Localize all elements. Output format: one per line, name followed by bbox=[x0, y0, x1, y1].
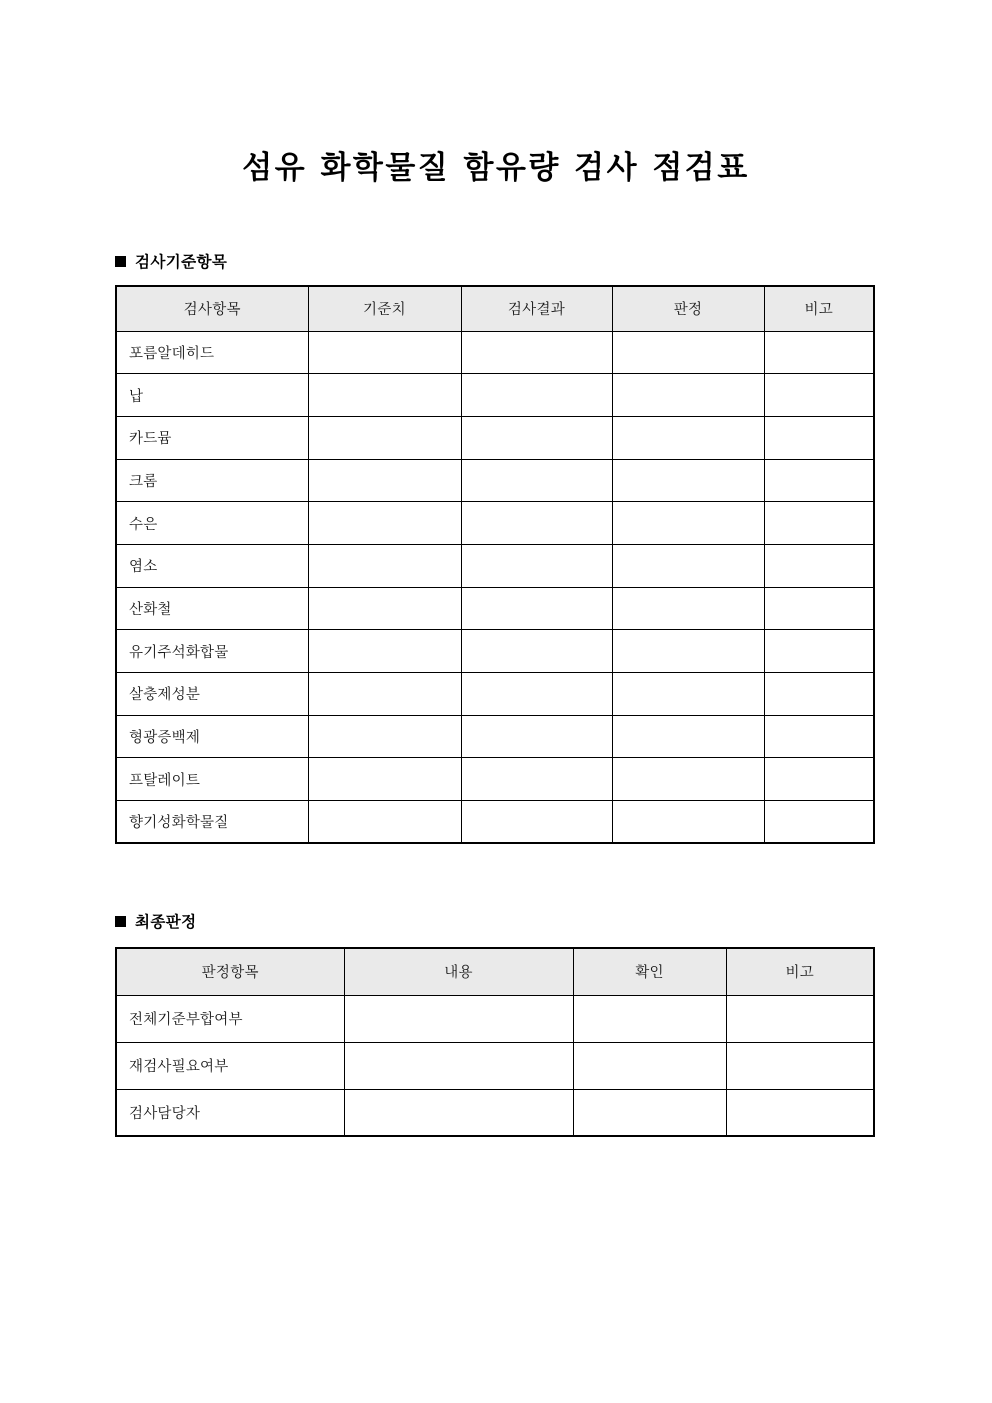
table-row bbox=[116, 544, 874, 587]
table-header-row bbox=[116, 286, 874, 331]
cell-standard-value[interactable] bbox=[308, 758, 461, 801]
row-label-inspector: 검사담당자 bbox=[116, 1089, 344, 1136]
table-inspection-criteria bbox=[115, 285, 875, 844]
column-header-content: 내용 bbox=[344, 948, 573, 995]
row-label-chromium: 크롬 bbox=[116, 459, 308, 502]
column-header-confirmation: 확인 bbox=[573, 948, 726, 995]
row-label-lead: 납 bbox=[116, 374, 308, 417]
row-label-reinspection-required: 재검사필요여부 bbox=[116, 1042, 344, 1089]
column-header-judgement: 판정 bbox=[612, 286, 764, 331]
row-label-fragrance-chemical: 향기성화학물질 bbox=[116, 801, 308, 844]
column-header-inspection-result: 검사결과 bbox=[461, 286, 612, 331]
cell-remarks[interactable] bbox=[764, 502, 874, 545]
table-row bbox=[116, 459, 874, 502]
cell-judgement[interactable] bbox=[612, 331, 764, 374]
cell-standard-value[interactable] bbox=[308, 459, 461, 502]
row-label-iron-oxide: 산화철 bbox=[116, 587, 308, 630]
cell-judgement[interactable] bbox=[612, 544, 764, 587]
cell-judgement[interactable] bbox=[612, 502, 764, 545]
table-row bbox=[116, 374, 874, 417]
cell-standard-value[interactable] bbox=[308, 587, 461, 630]
cell-judgement[interactable] bbox=[612, 374, 764, 417]
cell-standard-value[interactable] bbox=[308, 331, 461, 374]
cell-inspection-result[interactable] bbox=[461, 544, 612, 587]
cell-judgement[interactable] bbox=[612, 758, 764, 801]
cell-remarks[interactable] bbox=[764, 587, 874, 630]
cell-confirmation[interactable] bbox=[573, 1089, 726, 1136]
row-label-chlorine: 염소 bbox=[116, 544, 308, 587]
cell-remarks[interactable] bbox=[764, 416, 874, 459]
column-header-standard-value: 기준치 bbox=[308, 286, 461, 331]
cell-remarks[interactable] bbox=[764, 801, 874, 844]
row-label-formaldehyde: 포름알데히드 bbox=[116, 331, 308, 374]
cell-standard-value[interactable] bbox=[308, 630, 461, 673]
cell-confirmation[interactable] bbox=[573, 1042, 726, 1089]
cell-remarks[interactable] bbox=[764, 374, 874, 417]
cell-content[interactable] bbox=[344, 1042, 573, 1089]
cell-standard-value[interactable] bbox=[308, 544, 461, 587]
table-row bbox=[116, 673, 874, 716]
table-row bbox=[116, 995, 874, 1042]
cell-inspection-result[interactable] bbox=[461, 715, 612, 758]
cell-inspection-result[interactable] bbox=[461, 673, 612, 716]
section-heading-label: 검사기준항목 bbox=[135, 253, 228, 271]
column-header-inspection-item: 검사항목 bbox=[116, 286, 308, 331]
column-header-judgement-item: 판정항목 bbox=[116, 948, 344, 995]
cell-content[interactable] bbox=[344, 1089, 573, 1136]
cell-remarks[interactable] bbox=[764, 673, 874, 716]
row-label-mercury: 수은 bbox=[116, 502, 308, 545]
cell-judgement[interactable] bbox=[612, 715, 764, 758]
cell-remarks[interactable] bbox=[764, 331, 874, 374]
cell-standard-value[interactable] bbox=[308, 416, 461, 459]
cell-remarks[interactable] bbox=[764, 715, 874, 758]
cell-standard-value[interactable] bbox=[308, 801, 461, 844]
cell-confirmation[interactable] bbox=[573, 995, 726, 1042]
cell-standard-value[interactable] bbox=[308, 502, 461, 545]
cell-remarks[interactable] bbox=[726, 995, 874, 1042]
table-row bbox=[116, 587, 874, 630]
cell-judgement[interactable] bbox=[612, 673, 764, 716]
table-row bbox=[116, 1042, 874, 1089]
cell-inspection-result[interactable] bbox=[461, 630, 612, 673]
table-row bbox=[116, 502, 874, 545]
cell-standard-value[interactable] bbox=[308, 374, 461, 417]
cell-inspection-result[interactable] bbox=[461, 459, 612, 502]
table-header-row bbox=[116, 948, 874, 995]
cell-judgement[interactable] bbox=[612, 801, 764, 844]
row-label-organotin-compound: 유기주석화합물 bbox=[116, 630, 308, 673]
cell-remarks[interactable] bbox=[726, 1042, 874, 1089]
cell-inspection-result[interactable] bbox=[461, 374, 612, 417]
bullet-square-icon bbox=[115, 256, 126, 267]
cell-inspection-result[interactable] bbox=[461, 331, 612, 374]
table-row bbox=[116, 416, 874, 459]
cell-inspection-result[interactable] bbox=[461, 416, 612, 459]
row-label-cadmium: 카드뮴 bbox=[116, 416, 308, 459]
table-row bbox=[116, 758, 874, 801]
cell-standard-value[interactable] bbox=[308, 715, 461, 758]
cell-inspection-result[interactable] bbox=[461, 801, 612, 844]
section-heading-final-judgement bbox=[115, 910, 197, 932]
cell-inspection-result[interactable] bbox=[461, 758, 612, 801]
table-final-judgement bbox=[115, 947, 875, 1137]
cell-judgement[interactable] bbox=[612, 630, 764, 673]
cell-remarks[interactable] bbox=[764, 630, 874, 673]
bullet-square-icon bbox=[115, 916, 126, 927]
table-row bbox=[116, 715, 874, 758]
cell-judgement[interactable] bbox=[612, 416, 764, 459]
row-label-pesticide-component: 살충제성분 bbox=[116, 673, 308, 716]
section-heading-label: 최종판정 bbox=[135, 913, 197, 931]
cell-standard-value[interactable] bbox=[308, 673, 461, 716]
cell-remarks[interactable] bbox=[764, 758, 874, 801]
table-row bbox=[116, 331, 874, 374]
table-row bbox=[116, 1089, 874, 1136]
page-title: 섬유 화학물질 함유량 검사 점검표 bbox=[242, 149, 750, 186]
cell-remarks[interactable] bbox=[726, 1089, 874, 1136]
cell-inspection-result[interactable] bbox=[461, 502, 612, 545]
cell-content[interactable] bbox=[344, 995, 573, 1042]
table-row bbox=[116, 630, 874, 673]
column-header-remarks: 비고 bbox=[764, 286, 874, 331]
column-header-remarks: 비고 bbox=[726, 948, 874, 995]
section-heading-inspection-criteria bbox=[115, 250, 227, 272]
cell-inspection-result[interactable] bbox=[461, 587, 612, 630]
table-row bbox=[116, 801, 874, 844]
cell-judgement[interactable] bbox=[612, 459, 764, 502]
row-label-optical-brightener: 형광증백제 bbox=[116, 715, 308, 758]
row-label-phthalate: 프탈레이트 bbox=[116, 758, 308, 801]
cell-remarks[interactable] bbox=[764, 544, 874, 587]
cell-judgement[interactable] bbox=[612, 587, 764, 630]
row-label-overall-compliance: 전체기준부합여부 bbox=[116, 995, 344, 1042]
cell-remarks[interactable] bbox=[764, 459, 874, 502]
